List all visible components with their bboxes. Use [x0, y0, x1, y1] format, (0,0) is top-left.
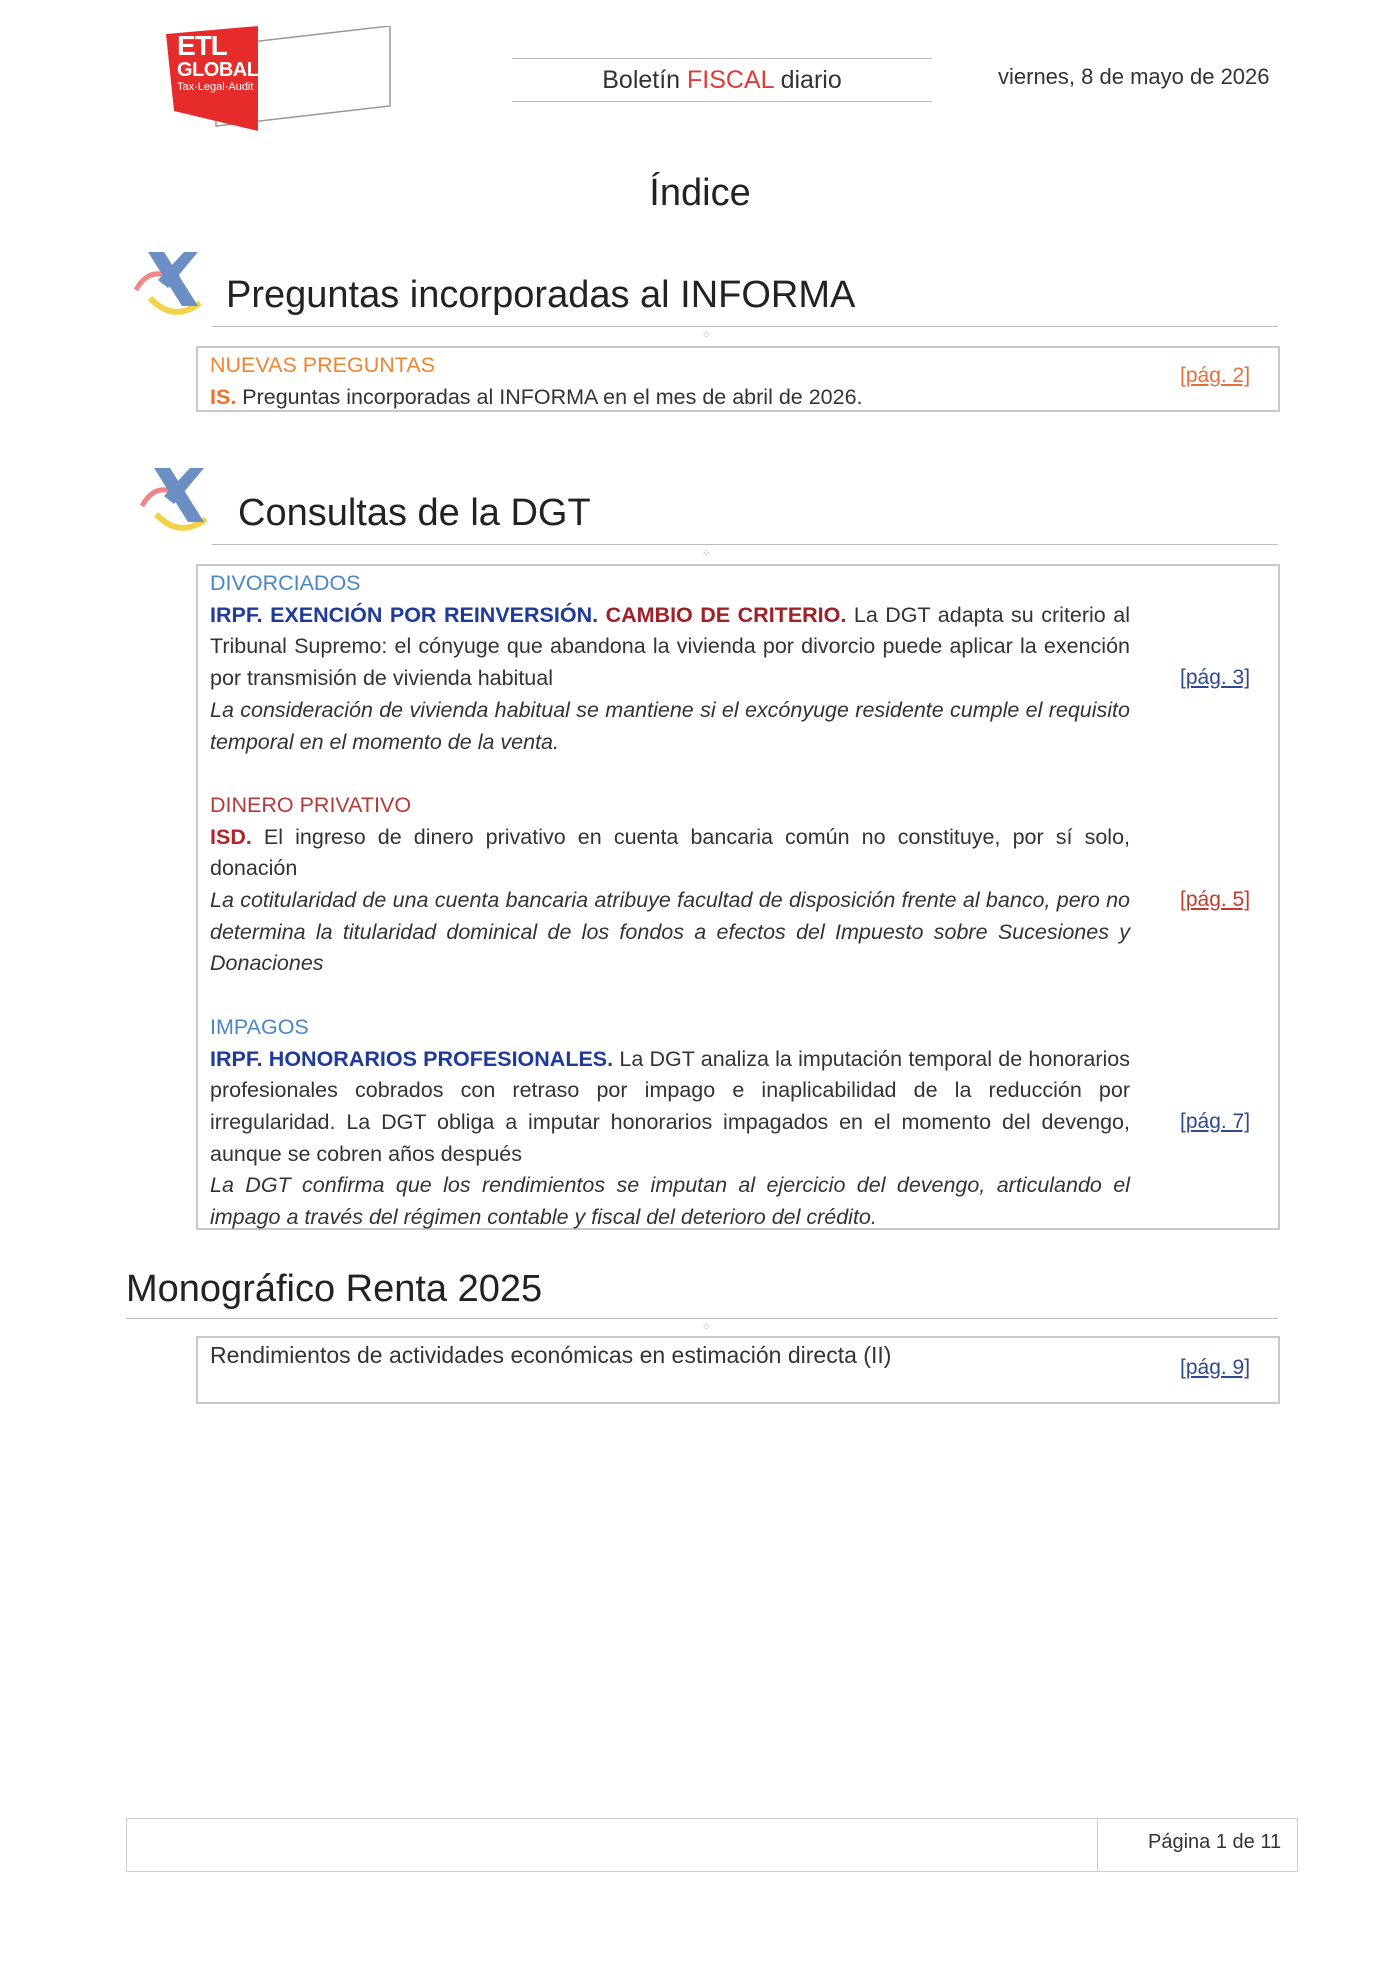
dgt-entries-box — [196, 564, 1280, 1230]
aeat-x-logo-icon — [134, 464, 214, 534]
page-link-5[interactable]: [pág. 5] — [1180, 888, 1251, 911]
entry-summary: Rendimientos de actividades económicas en estimación directa (II) — [210, 1342, 892, 1368]
section-rule — [126, 1318, 1278, 1319]
section-rule — [212, 544, 1278, 545]
anchor-dot: ⁘ — [702, 548, 711, 559]
anchor-dot: ⁘ — [702, 330, 711, 341]
page-link-2[interactable]: [pág. 2] — [1180, 364, 1251, 387]
tax-keyword: IRPF. EXENCIÓN POR REINVERSIÓN. — [210, 602, 599, 627]
entry-summary: La DGT adapta su criterio al Tribunal Supremo: el cónyuge que abandona la vivienda por divorcio puede aplicar la exención por transmisión de vivienda habitual — [210, 602, 1131, 691]
tax-keyword: ISD. — [210, 824, 252, 849]
index-title: Índice — [649, 172, 751, 214]
footer-divider — [1097, 1819, 1098, 1871]
tax-keyword: IRPF. HONORARIOS PROFESIONALES. — [210, 1046, 614, 1071]
category-label: DIVORCIADOS — [210, 571, 361, 595]
renta-entry-box — [196, 1336, 1280, 1404]
page-footer — [126, 1818, 1298, 1872]
category-label: NUEVAS PREGUNTAS — [210, 353, 435, 377]
page-number: Página 1 de 11 — [1148, 1831, 1282, 1853]
criteria-change-badge: CAMBIO DE CRITERIO. — [605, 602, 847, 627]
section-title-dgt: Consultas de la DGT — [238, 492, 591, 534]
bulletin-date: viernes, 8 de mayo de 2026 — [998, 64, 1270, 89]
informa-entry-text — [210, 350, 1130, 413]
entry-summary: Preguntas incorporadas al INFORMA en el mes de abril de 2026. — [236, 384, 863, 409]
category-label: DINERO PRIVATIVO — [210, 792, 412, 817]
page-link-3[interactable]: [pág. 3] — [1180, 666, 1251, 689]
section-title-renta: Monográfico Renta 2025 — [126, 1268, 543, 1310]
page-link-9[interactable]: [pág. 9] — [1180, 1356, 1251, 1379]
entry-subtitle: La consideración de vivienda habitual se mantiene si el excónyuge residente cumple el requisito temporal en el momento de la venta. — [210, 697, 1130, 754]
informa-entry-box — [196, 346, 1280, 412]
anchor-dot: ⁘ — [702, 1322, 711, 1333]
page-link-7[interactable]: [pág. 7] — [1180, 1110, 1251, 1133]
category-label: IMPAGOS — [210, 1014, 309, 1039]
aeat-x-logo-icon — [128, 248, 208, 318]
entry-subtitle: La DGT confirma que los rendimientos se imputan al ejercicio del devengo, articulando el impago a través del régimen contable y fiscal del deterioro del crédito. — [210, 1173, 1130, 1230]
section-rule — [212, 326, 1278, 327]
dgt-entries-text — [210, 568, 1130, 1234]
logo-text: ETL GLOBAL Tax·Legal·Audit — [177, 30, 259, 93]
entry-subtitle: La cotitularidad de una cuenta bancaria atribuye facultad de disposición frente al banco, pero no determina la titularidad dominical de los fondos a efectos del Impuesto sobre Sucesiones y Donaciones — [210, 888, 1130, 976]
entry-summary: La DGT analiza la imputación temporal de honorarios profesionales cobrados con retraso por impago e inaplicabilidad de la reducción por irregularidad. La DGT obliga a imputar honorarios impagados en el momento del devengo, aunque se cobren años después — [210, 1046, 1130, 1166]
entry-summary: El ingreso de dinero privativo en cuenta bancaria común no constituye, por sí solo, donación — [210, 824, 1130, 881]
bulletin-title: Boletín FISCAL diario — [512, 58, 932, 102]
section-title-informa: Preguntas incorporadas al INFORMA — [226, 274, 856, 316]
tax-keyword: IS. — [210, 384, 237, 409]
